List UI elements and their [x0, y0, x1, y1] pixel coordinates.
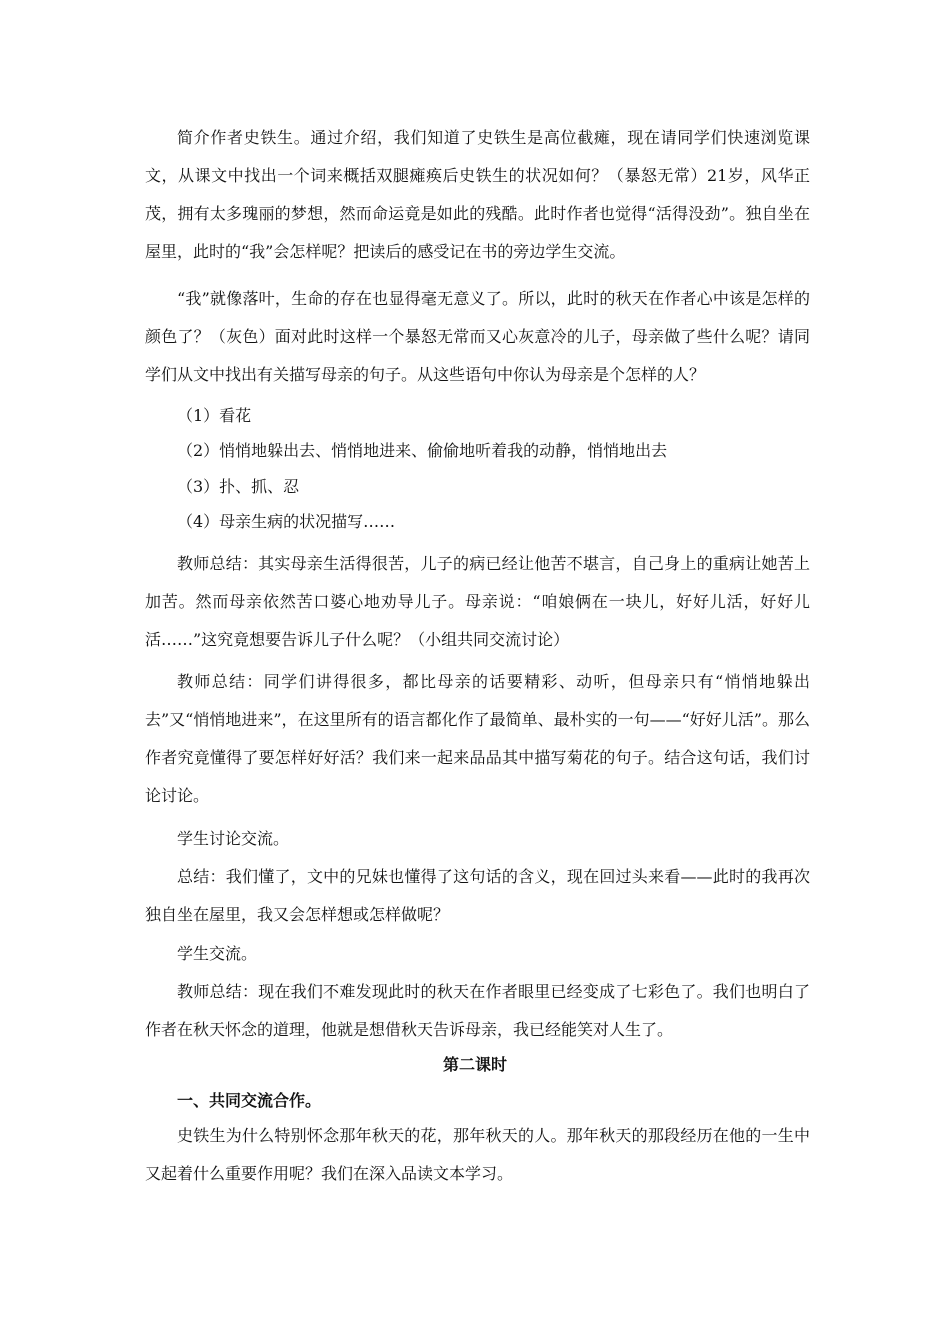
list-item: （1）看花 — [177, 406, 252, 425]
paragraph-teacher-summary-1: 教师总结：其实母亲生活得很苦，儿子的病已经让他苦不堪言，自己身上的重病让她苦上加苦。然而母亲依然苦口婆心地劝导儿子。母亲说：“咱娘俩在一块儿，好好儿活，好好儿活……”这究竟想要告诉儿子什么呢？（小组共同交流讨论） — [145, 554, 810, 649]
paragraph-student-exchange: 学生交流。 — [177, 944, 258, 963]
list-item: （2）悄悄地躲出去、悄悄地进来、偷偷地听着我的动静，悄悄地出去 — [177, 441, 668, 460]
paragraph-teacher-summary-2: 教师总结：同学们讲得很多，都比母亲的话要精彩、动听，但母亲只有“悄悄地躲出去”又“悄悄地进来”，在这里所有的语言都化作了最简单、最朴实的一句——“好好儿活”。那么作者究竟懂得了要怎样好好活？我们来一起来品品其中描写菊花的句子。结合这句话，我们讨论讨论。 — [145, 672, 810, 805]
list-item: （3）扑、抓、忍 — [177, 477, 300, 496]
paragraph-falling-leaf: “我”就像落叶，生命的存在也显得毫无意义了。所以，此时的秋天在作者心中该是怎样的颜色了？（灰色）面对此时这样一个暴怒无常而又心灰意冷的儿子，母亲做了些什么呢？请同学们从文中找出有关描写母亲的句子。从这些语句中你认为母亲是个怎样的人？ — [145, 289, 810, 384]
paragraph-teacher-summary-3: 教师总结：现在我们不难发现此时的秋天在作者眼里已经变成了七彩色了。我们也明白了作者在秋天怀念的道理，他就是想借秋天告诉母亲，我已经能笑对人生了。 — [145, 982, 810, 1039]
paragraph-second-lesson: 史铁生为什么特别怀念那年秋天的花，那年秋天的人。那年秋天的那段经历在他的一生中又起着什么重要作用呢？我们在深入品读文本学习。 — [145, 1126, 810, 1183]
paragraph-student-discussion: 学生讨论交流。 — [177, 829, 290, 848]
list-item: （4）母亲生病的状况描写…… — [177, 512, 396, 531]
paragraph-summary: 总结：我们懂了，文中的兄妹也懂得了这句话的含义，现在回过头来看——此时的我再次独自坐在屋里，我又会怎样想或怎样做呢？ — [145, 867, 810, 924]
section-title: 第二课时 — [442, 1055, 507, 1074]
paragraph-author-intro: 简介作者史铁生。通过介绍，我们知道了史铁生是高位截瘫，现在请同学们快速浏览课文，从课文中找出一个词来概括双腿瘫痪后史铁生的状况如何？（暴怒无常）21岁，风华正茂，拥有太多瑰丽的梦想，然而命运竟是如此的残酷。此时作者也觉得“活得没劲”。独自坐在屋里，此时的“我”会怎样呢？把读后的感受记在书的旁边学生交流。 — [145, 128, 810, 261]
subsection-title: 一、共同交流合作。 — [177, 1091, 322, 1110]
